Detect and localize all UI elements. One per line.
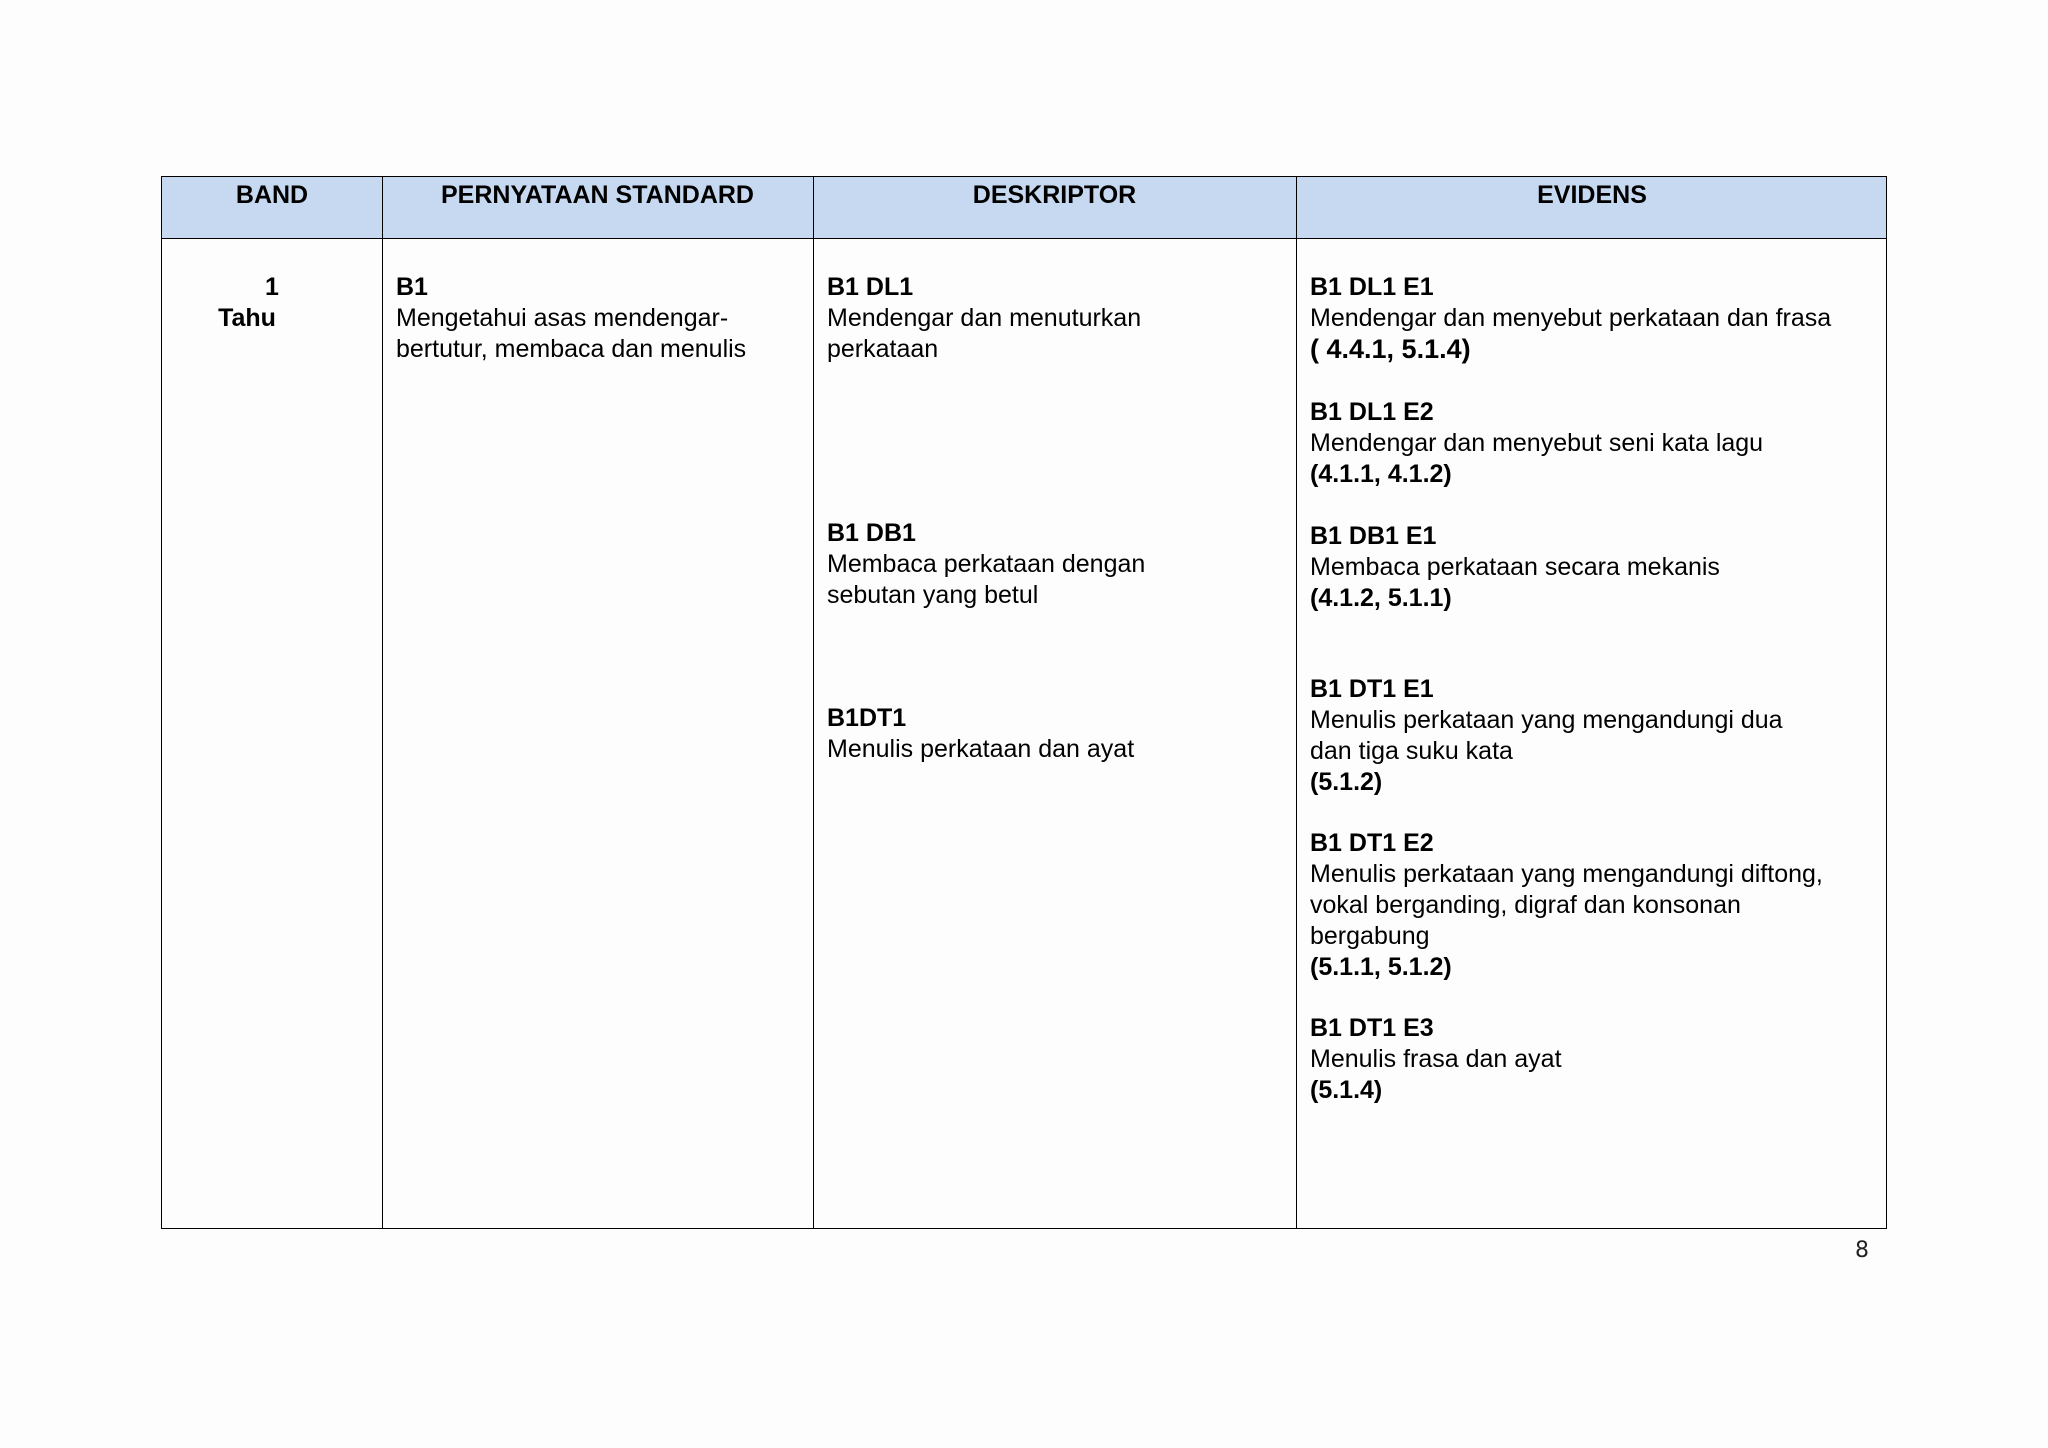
evidens-text-line: dan tiga suku kata	[1310, 737, 1513, 765]
deskriptor-item	[827, 703, 1287, 765]
evidens-item	[1310, 397, 1885, 490]
deskriptor-text-line: Membaca perkataan dengan	[827, 550, 1146, 578]
evidens-item	[1310, 828, 1885, 983]
evidens-item	[1310, 521, 1885, 614]
evidens-code: B1 DL1 E2	[1310, 398, 1434, 426]
deskriptor-code: B1 DB1	[827, 519, 916, 547]
header-evidens: EVIDENS	[1537, 181, 1647, 209]
header-band: BAND	[235, 181, 309, 209]
header-pernyataan-standard: PERNYATAAN STANDARD	[441, 181, 754, 209]
deskriptor-text-line: Mendengar dan menuturkan	[827, 304, 1142, 332]
column-divider	[1296, 177, 1297, 1228]
evidens-item	[1310, 1013, 1885, 1106]
evidens-text-line: Menulis frasa dan ayat	[1310, 1045, 1562, 1073]
header-deskriptor: DESKRIPTOR	[972, 181, 1137, 209]
evidens-text-line: Mendengar dan menyebut seni kata lagu	[1310, 429, 1764, 457]
evidens-text-line: Menulis perkataan yang mengandungi diftong,	[1310, 860, 1823, 888]
deskriptor-text-line: perkataan	[827, 335, 939, 363]
evidens-code: B1 DL1 E1	[1310, 273, 1434, 301]
evidens-code: B1 DT1 E2	[1310, 829, 1434, 857]
deskriptor-code: B1 DL1	[827, 273, 914, 301]
evidens-text-line: Menulis perkataan yang mengandungi dua	[1310, 706, 1783, 734]
pernyataan-code: B1	[396, 273, 428, 301]
band-label: Tahu	[218, 304, 276, 332]
evidens-reference: ( 4.4.1, 5.1.4)	[1310, 334, 1471, 364]
deskriptor-item	[827, 518, 1287, 611]
deskriptor-code: B1DT1	[827, 704, 907, 732]
band-number: 1	[265, 273, 279, 301]
evidens-reference: (4.1.1, 4.1.2)	[1310, 460, 1452, 488]
evidens-code: B1 DT1 E3	[1310, 1014, 1434, 1042]
evidens-text-line: bergabung	[1310, 922, 1430, 950]
evidens-item	[1310, 272, 1885, 365]
rubric-table	[161, 176, 1887, 1229]
deskriptor-item	[827, 272, 1287, 365]
column-divider	[382, 177, 383, 1228]
deskriptor-text-line: sebutan yang betul	[827, 581, 1039, 609]
band-cell	[162, 272, 382, 334]
evidens-reference: (4.1.2, 5.1.1)	[1310, 584, 1452, 612]
pernyataan-cell	[396, 272, 806, 365]
evidens-reference: (5.1.4)	[1310, 1076, 1383, 1104]
deskriptor-text-line: Menulis perkataan dan ayat	[827, 735, 1135, 763]
evidens-text-line: Membaca perkataan secara mekanis	[1310, 553, 1720, 581]
evidens-item	[1310, 674, 1885, 798]
evidens-text-line: Mendengar dan menyebut perkataan dan frasa	[1310, 304, 1832, 332]
evidens-text-line: vokal berganding, digraf dan konsonan	[1310, 891, 1741, 919]
column-divider	[813, 177, 814, 1228]
evidens-reference: (5.1.2)	[1310, 768, 1383, 796]
evidens-code: B1 DB1 E1	[1310, 522, 1437, 550]
page-number: 8	[1855, 1238, 1869, 1263]
evidens-reference: (5.1.1, 5.1.2)	[1310, 953, 1452, 981]
pernyataan-text-line: Mengetahui asas mendengar-	[396, 304, 729, 332]
pernyataan-text-line: bertutur, membaca dan menulis	[396, 335, 747, 363]
evidens-code: B1 DT1 E1	[1310, 675, 1434, 703]
